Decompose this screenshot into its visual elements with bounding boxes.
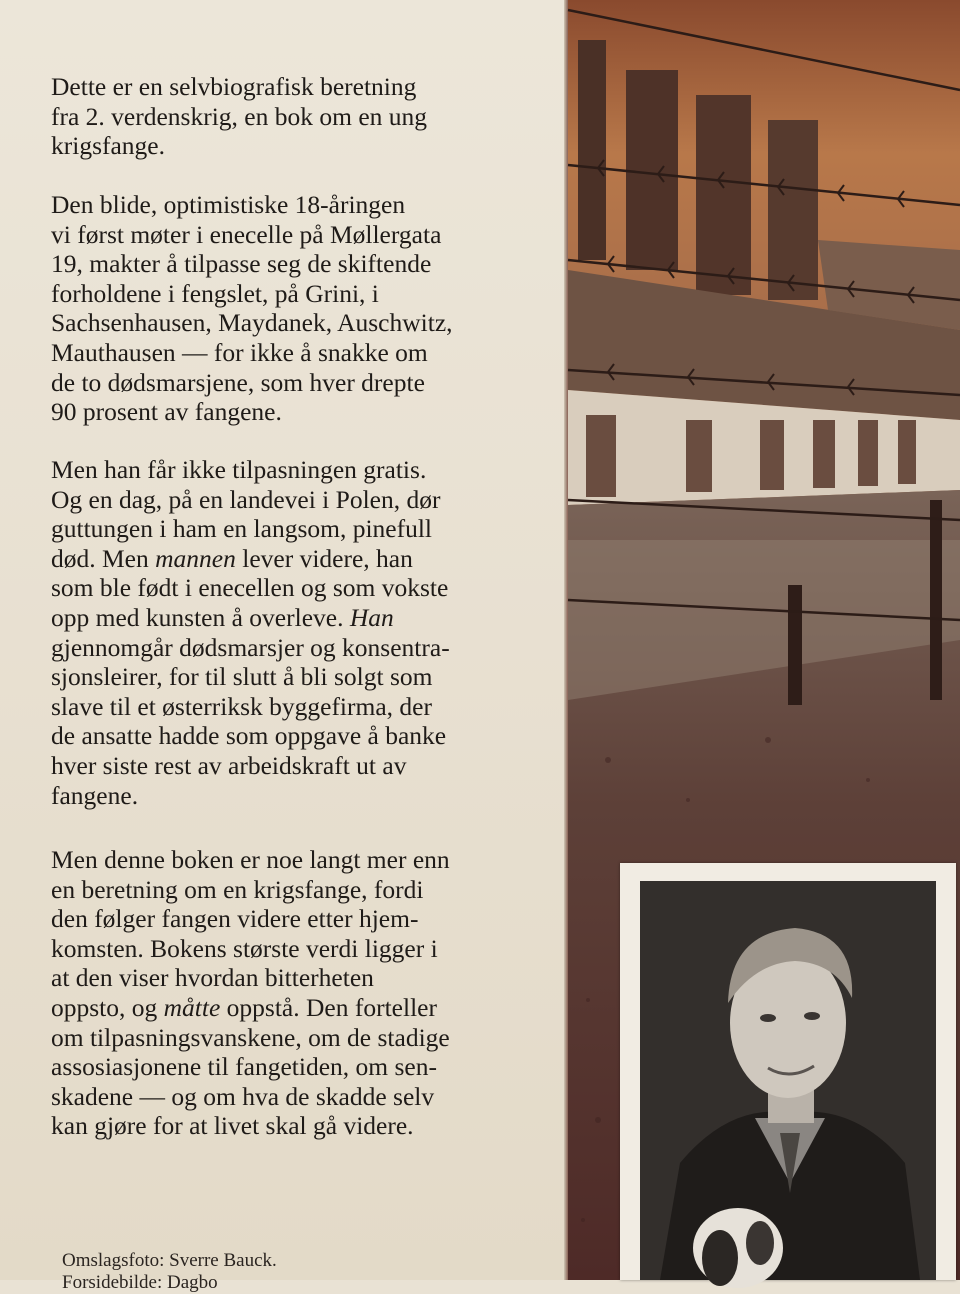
text-run: hver siste rest av arbeidskraft ut av (51, 750, 407, 780)
text-line (51, 368, 551, 398)
text-line (51, 72, 551, 102)
blurb-paragraph-2 (51, 190, 551, 427)
blurb-paragraph-1 (51, 72, 551, 161)
text-line (51, 485, 551, 515)
text-line (51, 131, 551, 161)
text-run: Sachsenhausen, Maydanek, Auschwitz, (51, 308, 453, 338)
text-run: Mauthausen — for ikke å snakke om (51, 337, 428, 367)
text-run: kan gjøre for at livet skal gå videre. (51, 1111, 414, 1141)
text-line (51, 338, 551, 368)
text-line (51, 781, 551, 811)
italic-emphasis: mannen (155, 543, 236, 573)
text-line (51, 603, 551, 633)
blurb-paragraph-3 (51, 455, 551, 810)
text-run: oppstå. Den forteller (220, 992, 437, 1022)
text-run: gjennomgår dødsmarsjer og konsentra- (51, 632, 450, 662)
text-line (51, 249, 551, 279)
cover-photo-credit: Omslagsfoto: Sverre Bauck. (62, 1250, 277, 1271)
text-line (51, 573, 551, 603)
young-man-portrait-image (620, 863, 956, 1280)
text-run: at den viser hvordan bitterheten (51, 963, 374, 993)
text-run: de to dødsmarsjene, som hver drepte (51, 367, 425, 397)
text-line (51, 904, 551, 934)
text-line (51, 1082, 551, 1112)
text-line (51, 514, 551, 544)
text-line (51, 308, 551, 338)
text-run: 19, makter å tilpasse seg de skiftende (51, 249, 432, 279)
text-line (51, 279, 551, 309)
text-run: vi først møter i enecelle på Møllergata (51, 219, 442, 249)
text-line (51, 220, 551, 250)
text-line (51, 1111, 551, 1141)
text-line (51, 845, 551, 875)
text-run: Og en dag, på en landevei i Polen, dør (51, 484, 441, 514)
text-line (51, 934, 551, 964)
text-line (51, 875, 551, 905)
text-line (51, 692, 551, 722)
text-run: komsten. Bokens største verdi ligger i (51, 933, 438, 963)
text-run: om tilpasningsvanskene, om de stadige (51, 1022, 450, 1052)
text-run: sjonsleirer, for til slutt å bli solgt som (51, 662, 433, 692)
text-run: skadene — og om hva de skadde selv (51, 1081, 435, 1111)
text-line (51, 721, 551, 751)
italic-emphasis: Han (349, 602, 394, 632)
text-run: som ble født i enecellen og som vokste (51, 573, 449, 603)
text-run: Men denne boken er noe langt mer enn (51, 845, 450, 874)
text-line (51, 1023, 551, 1053)
italic-emphasis: måtte (163, 992, 221, 1022)
text-run: de ansatte hadde som oppgave å banke (51, 721, 447, 751)
text-line (51, 102, 551, 132)
blurb-paragraph-4 (51, 845, 551, 1141)
text-line (51, 190, 551, 220)
text-run: oppsto, og (51, 992, 164, 1022)
text-run: Dette er en selvbiografisk beretning (51, 72, 417, 101)
text-line (51, 455, 551, 485)
text-run: den følger fangen videre etter hjem- (51, 904, 419, 934)
text-run: fangene. (51, 780, 139, 810)
text-run: død. Men (51, 543, 156, 573)
text-line (51, 993, 551, 1023)
text-line (51, 1052, 551, 1082)
author-portrait-photo (620, 863, 956, 1280)
text-run: assosiasjonene til fangetiden, om sen- (51, 1052, 437, 1082)
text-run: fra 2. verdenskrig, en bok om en ung (51, 101, 428, 131)
text-run: lever videre, han (235, 543, 413, 573)
front-image-credit-cutoff: Forsidebilde: Dagbo (62, 1272, 218, 1293)
text-line (51, 662, 551, 692)
text-run: krigsfange. (51, 131, 166, 161)
text-line (51, 751, 551, 781)
text-line (51, 397, 551, 427)
text-line (51, 633, 551, 663)
text-run: guttungen i ham en langsom, pinefull (51, 514, 433, 544)
text-line (51, 544, 551, 574)
text-run: Men han får ikke tilpasningen gratis. (51, 455, 427, 484)
text-run: en beretning om en krigsfange, fordi (51, 874, 424, 904)
text-run: opp med kunsten å overleve. (51, 602, 350, 632)
text-run: slave til et østerriksk byggefirma, der (51, 691, 432, 721)
text-line (51, 963, 551, 993)
text-run: forholdene i fengslet, på Grini, i (51, 278, 379, 308)
text-run: 90 prosent av fangene. (51, 397, 282, 427)
text-run: Den blide, optimistiske 18-åringen (51, 190, 406, 219)
